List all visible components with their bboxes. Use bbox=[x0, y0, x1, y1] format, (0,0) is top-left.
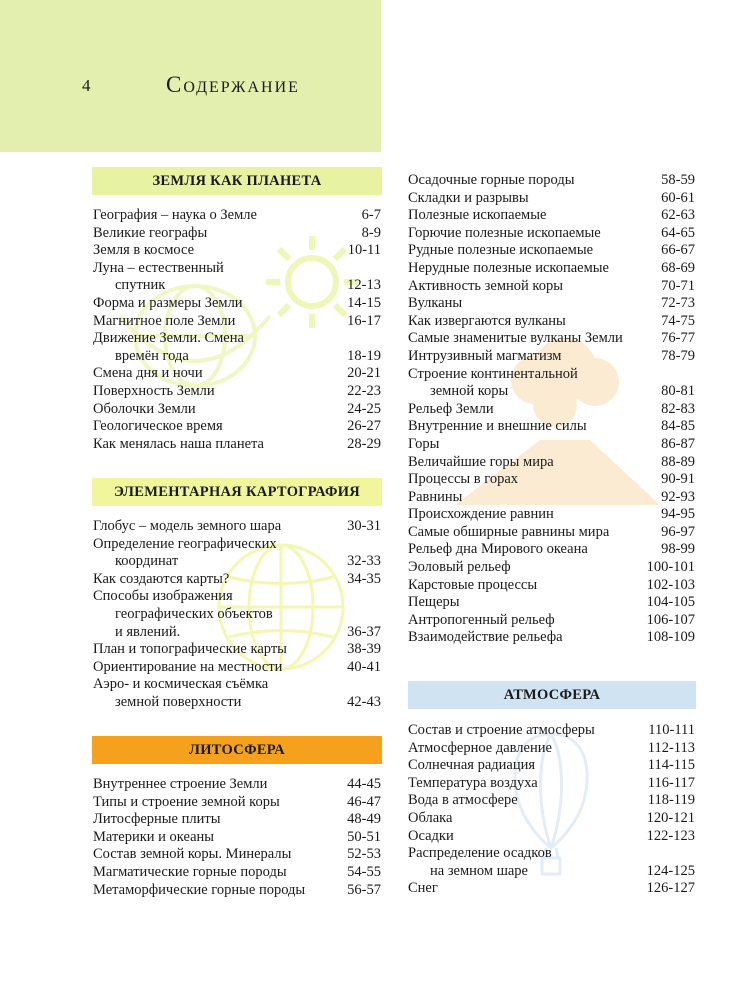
toc-list-earth bbox=[93, 207, 381, 453]
toc-row: Солнечная радиация 114-115 bbox=[408, 757, 695, 774]
toc-row: Величайшие горы мира 88-89 bbox=[408, 453, 695, 470]
toc-row: Пещеры 104-105 bbox=[408, 594, 695, 611]
toc-row: Литосферные плиты 48-49 bbox=[93, 811, 381, 828]
toc-row: земной поверхности 42-43 bbox=[115, 693, 381, 710]
toc-row: Снег 126-127 bbox=[408, 880, 695, 897]
toc-row: Процессы в горах 90-91 bbox=[408, 471, 695, 488]
toc-row: Смена дня и ночи 20-21 bbox=[93, 365, 381, 382]
toc-row: Великие географы 8-9 bbox=[93, 224, 381, 241]
toc-row: Определение географических bbox=[93, 535, 277, 552]
toc-list-lithosphere bbox=[93, 776, 381, 899]
toc-row: План и топографические карты 38-39 bbox=[93, 641, 381, 658]
toc-row: Как менялась наша планета 28-29 bbox=[93, 435, 381, 452]
toc-row: Аэро- и космическая съёмка bbox=[93, 676, 269, 693]
page-title: Содержание bbox=[166, 72, 300, 97]
toc-row: Магнитное поле Земли 16-17 bbox=[93, 312, 381, 329]
toc-row: Вода в атмосфере 118-119 bbox=[408, 792, 695, 809]
toc-row: Активность земной коры 70-71 bbox=[408, 277, 695, 294]
page-number: 4 bbox=[82, 76, 91, 95]
toc-list-atmosphere bbox=[408, 722, 695, 898]
toc-row: Форма и размеры Земли 14-15 bbox=[93, 294, 381, 311]
toc-row: Температура воздуха 116-117 bbox=[408, 774, 695, 791]
toc-row: Глобус – модель земного шара 30-31 bbox=[93, 518, 381, 534]
toc-row: Движение Земли. Смена bbox=[93, 330, 244, 347]
section-header-cartography: ЭЛЕМЕНТАРНАЯ КАРТОГРАФИЯ bbox=[92, 478, 382, 506]
toc-row: Осадочные горные породы 58-59 bbox=[408, 172, 695, 188]
toc-row: Луна – естественный bbox=[93, 259, 224, 276]
toc-row: Нерудные полезные ископаемые 68-69 bbox=[408, 259, 695, 276]
toc-row: Складки и разрывы 60-61 bbox=[408, 189, 695, 206]
toc-row: Состав и строение атмосферы 110-111 bbox=[408, 722, 695, 738]
toc-row: Горючие полезные ископаемые 64-65 bbox=[408, 224, 695, 241]
toc-row: Оболочки Земли 24-25 bbox=[93, 400, 381, 417]
toc-row: Атмосферное давление 112-113 bbox=[408, 739, 695, 756]
toc-row: Внутренние и внешние силы 84-85 bbox=[408, 418, 695, 435]
toc-row: Горы 86-87 bbox=[408, 435, 695, 452]
section-header-earth: ЗЕМЛЯ КАК ПЛАНЕТА bbox=[92, 167, 382, 195]
toc-list-lithosphere-cont bbox=[408, 172, 695, 647]
toc-row: Ориентирование на местности 40-41 bbox=[93, 658, 381, 675]
toc-list-cartography bbox=[93, 518, 381, 712]
toc-row: Эоловый рельеф 100-101 bbox=[408, 559, 695, 576]
toc-row: спутник 12-13 bbox=[115, 277, 381, 294]
toc-row: Состав земной коры. Минералы 52-53 bbox=[93, 846, 381, 863]
toc-row: Как создаются карты? 34-35 bbox=[93, 570, 381, 587]
toc-row: Происхождение равнин 94-95 bbox=[408, 506, 695, 523]
toc-row: Антропогенный рельеф 106-107 bbox=[408, 611, 695, 628]
toc-row: Рудные полезные ископаемые 66-67 bbox=[408, 242, 695, 259]
toc-row: Магматические горные породы 54-55 bbox=[93, 863, 381, 880]
toc-row: Как извергаются вулканы 74-75 bbox=[408, 312, 695, 329]
toc-row: Самые обширные равнины мира 96-97 bbox=[408, 523, 695, 540]
toc-row: Способы изображения bbox=[93, 588, 233, 605]
toc-row: Внутреннее строение Земли 44-45 bbox=[93, 776, 381, 792]
toc-row: Самые знаменитые вулканы Земли 76-77 bbox=[408, 330, 695, 347]
toc-row: времён года 18-19 bbox=[115, 347, 381, 364]
toc-row: Материки и океаны 50-51 bbox=[93, 828, 381, 845]
toc-row: координат 32-33 bbox=[115, 553, 381, 570]
section-header-atmosphere: АТМОСФЕРА bbox=[408, 681, 696, 709]
toc-row: на земном шаре 124-125 bbox=[430, 862, 695, 879]
toc-row: География – наука о Земле 6-7 bbox=[93, 207, 381, 223]
toc-row: Вулканы 72-73 bbox=[408, 295, 695, 312]
toc-row: Равнины 92-93 bbox=[408, 488, 695, 505]
toc-row: и явлений. 36-37 bbox=[115, 623, 381, 640]
toc-row: Полезные ископаемые 62-63 bbox=[408, 207, 695, 224]
toc-row: Метаморфические горные породы 56-57 bbox=[93, 881, 381, 898]
toc-row: географических объектов bbox=[115, 605, 273, 622]
toc-row: Интрузивный магматизм 78-79 bbox=[408, 347, 695, 364]
toc-row: земной коры 80-81 bbox=[430, 383, 695, 400]
toc-row: Типы и строение земной коры 46-47 bbox=[93, 793, 381, 810]
toc-row: Облака 120-121 bbox=[408, 809, 695, 826]
toc-row: Рельеф дна Мирового океана 98-99 bbox=[408, 541, 695, 558]
toc-row: Рельеф Земли 82-83 bbox=[408, 400, 695, 417]
section-header-lithosphere: ЛИТОСФЕРА bbox=[92, 736, 382, 764]
toc-row: Взаимодействие рельефа 108-109 bbox=[408, 629, 695, 646]
toc-row: Осадки 122-123 bbox=[408, 827, 695, 844]
toc-row: Земля в космосе 10-11 bbox=[93, 242, 381, 259]
toc-row: Поверхность Земли 22-23 bbox=[93, 382, 381, 399]
toc-row: Карстовые процессы 102-103 bbox=[408, 576, 695, 593]
toc-row: Распределение осадков bbox=[408, 845, 552, 862]
toc-row: Геологическое время 26-27 bbox=[93, 418, 381, 435]
toc-row: Строение континентальной bbox=[408, 365, 578, 382]
